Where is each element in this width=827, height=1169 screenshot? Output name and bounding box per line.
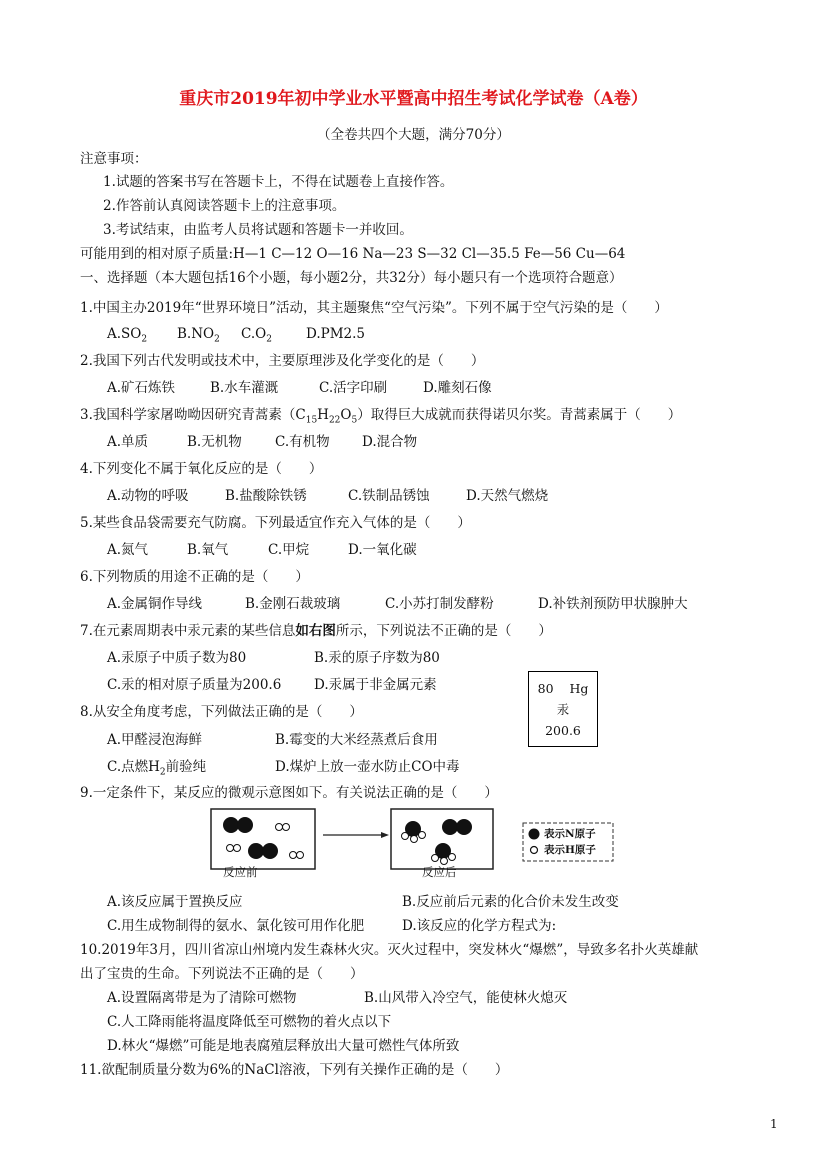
before-box	[211, 809, 315, 869]
question-7-stem: 7.在元素周期表中汞元素的某些信息如右图所示，下列说法不正确的是（ ）	[80, 623, 552, 639]
q6-option-b: B.金刚石裁玻璃	[245, 596, 341, 612]
q9-option-b: B.反应前后元素的化合价未发生改变	[402, 894, 619, 910]
question-6-stem: 6.下列物质的用途不正确的是（ ）	[80, 569, 309, 585]
notice-heading: 注意事项：	[80, 151, 148, 167]
q2-option-d: D.雕刻石像	[423, 380, 492, 396]
notice-item-3: 3.考试结束，由监考人员将试题和答题卡一并收回。	[103, 222, 413, 238]
n-atom	[248, 843, 264, 859]
q6-option-a: A.金属铜作导线	[107, 596, 203, 612]
question-1-stem: 1.中国主办2019年“世界环境日”活动，其主题聚焦“空气污染”。下列不属于空气污染的是（ ）	[80, 300, 668, 316]
h-atom	[297, 852, 304, 859]
q5-option-d: D.一氧化碳	[348, 542, 417, 558]
q7-option-d: D.汞属于非金属元素	[314, 677, 437, 693]
q10-option-a: A.设置隔离带是为了清除可燃物	[107, 990, 297, 1006]
question-8-stem: 8.从安全角度考虑，下列做法正确的是（ ）	[80, 704, 363, 720]
h-atom	[227, 845, 234, 852]
legend-h-swatch	[531, 847, 538, 854]
mercury-element-card	[528, 671, 598, 747]
h-atom	[402, 833, 409, 840]
q6-option-c: C.小苏打制发酵粉	[385, 596, 494, 612]
n-atom	[456, 819, 472, 835]
h-atom	[234, 845, 241, 852]
q5-option-b: B.氧气	[187, 542, 229, 558]
q7-option-c: C.汞的相对原子质量为200.6	[107, 677, 282, 693]
q10-option-c: C.人工降雨能将温度降低至可燃物的着火点以下	[107, 1014, 392, 1030]
section-1-heading: 一、选择题（本大题包括16个小题，每小题2分，共32分）每小题只有一个选项符合题意）	[80, 270, 623, 286]
element-number-symbol: 80 Hg	[537, 681, 589, 696]
question-11-stem: 11.欲配制质量分数为6%的NaCl溶液，下列有关操作正确的是（ ）	[80, 1062, 509, 1078]
h-atom	[449, 854, 456, 861]
question-10-stem-line1: 10.2019年3月，四川省凉山州境内发生森林火灾。灭火过程中，突发林火“爆燃”，导致多名扑火英雄献	[80, 942, 699, 958]
label-after-reaction: 反应后	[422, 865, 457, 879]
question-3-stem: 3.我国科学家屠呦呦因研究青蒿素$(C_{15}H_{22}O_5)$取得巨大成就而获得诺贝尔奖。青蒿素属于（ ）	[80, 407, 682, 426]
q2-option-a: A.矿石炼铁	[107, 380, 176, 396]
n-atom	[442, 819, 458, 835]
q1-option-a: $A.SO_2$	[107, 326, 148, 345]
question-2-stem: 2.我国下列古代发明或技术中，主要原理涉及化学变化的是（ ）	[80, 353, 485, 369]
label-before-reaction: 反应前	[223, 865, 258, 879]
page-number: 1	[770, 1117, 778, 1131]
legend-n-label: 表示N原子	[544, 828, 596, 840]
atomic-mass-line: 可能用到的相对原子质量:H—1 C—12 O—16 Na—23 S—32 Cl—35.5 Fe—56 Cu—64	[80, 246, 626, 262]
q9-option-a: A.该反应属于置换反应	[107, 894, 243, 910]
q7-option-b: B.汞的原子序数为80	[314, 650, 440, 666]
q4-option-c: C.铁制品锈蚀	[348, 488, 430, 504]
page-subtitle: （全卷共四个大题，满分70分）	[317, 127, 510, 143]
q8-option-d: D.煤炉上放一壶水防止CO中毒	[275, 759, 460, 775]
q9-option-d: D.该反应的化学方程式为:	[402, 918, 557, 934]
q6-option-d: D.补铁剂预防甲状腺肿大	[538, 596, 688, 612]
q1-option-b: $B.NO_2$	[177, 326, 220, 345]
q10-option-d: D.林火“爆燃”可能是地表腐殖层释放出大量可燃性气体所致	[107, 1038, 460, 1054]
notice-item-2: 2.作答前认真阅读答题卡上的注意事项。	[103, 198, 346, 214]
page-title: 重庆市2019年初中学业水平暨高中招生考试化学试卷（A卷）	[179, 89, 648, 109]
h-atom	[283, 824, 290, 831]
n-atom	[223, 817, 239, 833]
q10-option-b: B.山风带入冷空气，能使林火熄灭	[364, 990, 568, 1006]
h-atom	[419, 832, 426, 839]
q8-option-a: A.甲醛浸泡海鲜	[107, 732, 203, 748]
question-9-stem: 9.一定条件下，某反应的微观示意图如下。有关说法正确的是（ ）	[80, 785, 498, 801]
question-5-stem: 5.某些食品袋需要充气防腐。下列最适宜作充入气体的是（ ）	[80, 515, 471, 531]
q4-option-b: B.盐酸除铁锈	[225, 488, 307, 504]
legend-h-label: 表示H原子	[544, 844, 596, 856]
n-atom	[237, 817, 253, 833]
q5-option-a: A.氮气	[107, 542, 149, 558]
q7-option-a: A.汞原子中质子数为80	[107, 650, 247, 666]
q9-option-c: C.用生成物制得的氨水、氯化铵可用作化肥	[107, 918, 365, 934]
n-atom	[262, 843, 278, 859]
q3-option-d: D.混合物	[362, 434, 418, 450]
question-10-stem-line2: 出了宝贵的生命。下列说法不正确的是（ ）	[80, 966, 364, 982]
q5-option-c: C.甲烷	[268, 542, 310, 558]
h-atom	[411, 836, 418, 843]
q8-option-c: C.点燃$H_2$前验纯	[107, 759, 207, 778]
arrow-head	[381, 832, 389, 838]
q2-option-b: B.水车灌溉	[210, 380, 279, 396]
q2-option-c: C.活字印刷	[319, 380, 388, 396]
q1-option-d: D.PM2.5	[306, 326, 366, 342]
q4-option-d: D.天然气燃烧	[466, 488, 549, 504]
q8-option-b: B.霉变的大米经蒸煮后食用	[275, 732, 438, 748]
q1-option-c: $C.O_2$	[241, 326, 272, 345]
q4-option-a: A.动物的呼吸	[107, 488, 189, 504]
element-mass: 200.6	[545, 723, 581, 738]
q3-option-c: C.有机物	[275, 434, 330, 450]
element-name: 汞	[556, 702, 570, 717]
h-atom	[276, 824, 283, 831]
legend-n-swatch	[529, 829, 540, 840]
h-atom	[432, 855, 439, 862]
notice-item-1: 1.试题的答案书写在答题卡上，不得在试题卷上直接作答。	[103, 174, 454, 190]
q3-option-a: A.单质	[107, 434, 149, 450]
question-4-stem: 4.下列变化不属于氧化反应的是（ ）	[80, 461, 323, 477]
h-atom	[290, 852, 297, 859]
q3-option-b: B.无机物	[187, 434, 242, 450]
